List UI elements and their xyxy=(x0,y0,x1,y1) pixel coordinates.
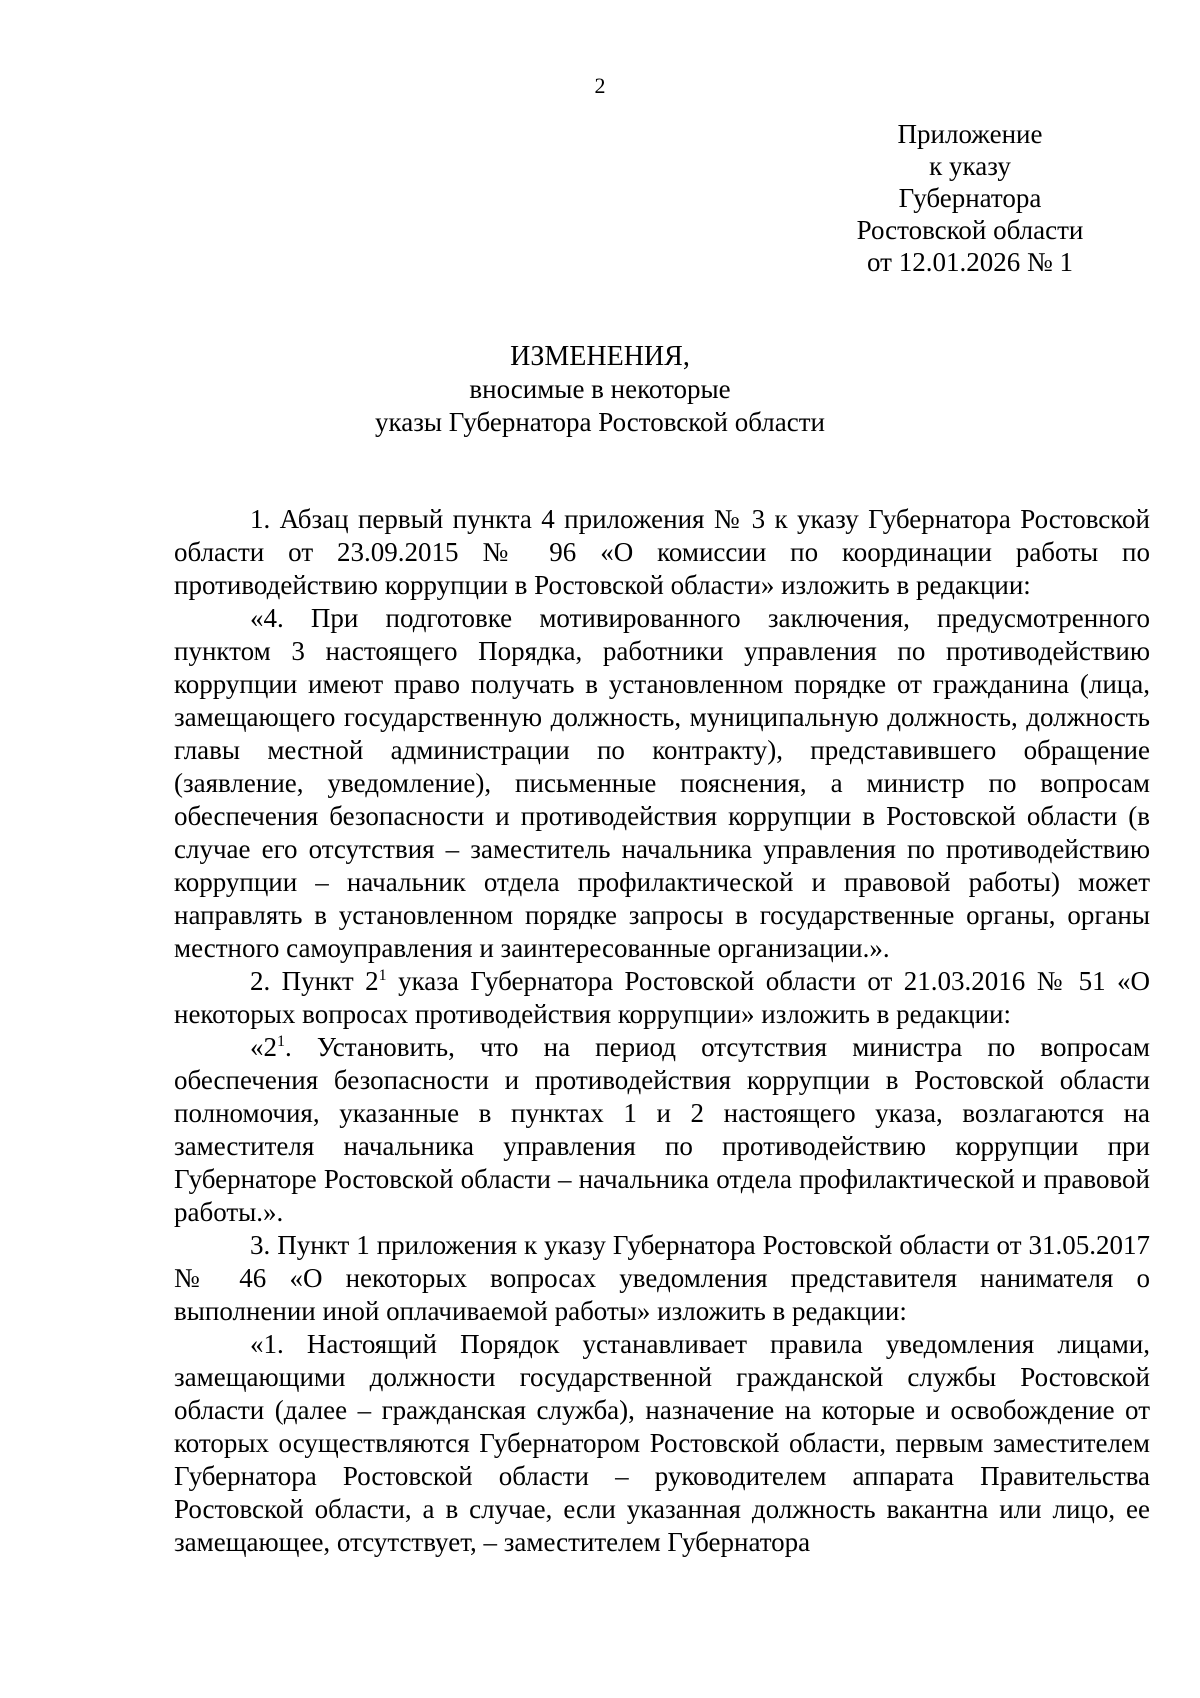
paragraph-quote-1: «1. Настоящий Порядок устанавливает правила уведомления лицами, замещающими должности государственной гражданской службы Ростовской области (далее – гражданская служба), назначение на которые и освобождение от которых осуществляются Губернатором Ростовской области, первым заместителем Губернатора Ростовской области – руководителем аппарата Правительства Ростовской области, а в случае, если указанная должность вакантна или лицо, ее замещающее, отсутствует, – заместителем Губернатора xyxy=(174,1329,1150,1557)
document-subtitle-line: указы Губернатора Ростовской области xyxy=(375,407,825,437)
document-title: ИЗМЕНЕНИЯ, xyxy=(510,341,690,372)
paragraph-text: «2 xyxy=(250,1032,277,1062)
title-block xyxy=(0,340,1200,439)
paragraph-quote-4: «4. При подготовке мотивированного заключения, предусмотренного пунктом 3 настоящего Порядка, работники управления по противодействию коррупции имеют право получать в установленном порядке от гражданина (лица, замещающего государственную должность, муниципальную должность, должность главы местной администрации по контракту), представившего обращение (заявление, уведомление), письменные пояснения, а министр по вопросам обеспечения безопасности и противодействия коррупции в Ростовской области (в случае его отсутствия – заместитель начальника управления по противодействию коррупции – начальник отдела профилактической и правовой работы) может направлять в установленном порядке запросы в государственные органы, органы местного самоуправления и заинтересованные организации.». xyxy=(174,603,1150,963)
paragraph-text: . Установить, что на период отсутствия министра по вопросам обеспечения безопасности и противодействия коррупции в Ростовской области полномочия, указанные в пунктах 1 и 2 настоящего указа, возлагаются на заместителя начальника управления по противодействию коррупции при Губернаторе Ростовской области – начальника отдела профилактической и правовой работы.». xyxy=(174,1032,1150,1227)
page-number: 2 xyxy=(594,73,606,98)
appendix-block xyxy=(820,118,1120,278)
document-subtitle-line: вносимые в некоторые xyxy=(469,374,731,404)
superscript: 1 xyxy=(277,1033,285,1050)
appendix-line: Губернатора xyxy=(898,183,1042,213)
paragraph-quote-2-1 xyxy=(174,1031,1150,1229)
document-body xyxy=(174,503,1150,1559)
paragraph-item-2 xyxy=(174,965,1150,1031)
paragraph-item-3: 3. Пункт 1 приложения к указу Губернатора Ростовской области от 31.05.2017 № 46 «О некоторых вопросах уведомления представителя нанимателя о выполнении иной оплачиваемой работы» изложить в редакции: xyxy=(174,1230,1150,1326)
paragraph-item-1: 1. Абзац первый пункта 4 приложения № 3 к указу Губернатора Ростовской области от 23.09.2015 № 96 «О комиссии по координации работы по противодействию коррупции в Ростовской области» изложить в редакции: xyxy=(174,504,1150,600)
appendix-line: Ростовской области xyxy=(856,215,1084,245)
paragraph-text: указа Губернатора Ростовской области от 21.03.2016 № 51 «О некоторых вопросах противодействия коррупции» изложить в редакции: xyxy=(174,966,1151,1029)
paragraph-text: 2. Пункт 2 xyxy=(250,966,379,996)
superscript: 1 xyxy=(378,967,387,984)
appendix-line: Приложение xyxy=(897,119,1043,149)
appendix-line: к указу xyxy=(929,151,1011,181)
appendix-line: от 12.01.2026 № 1 xyxy=(867,247,1073,277)
